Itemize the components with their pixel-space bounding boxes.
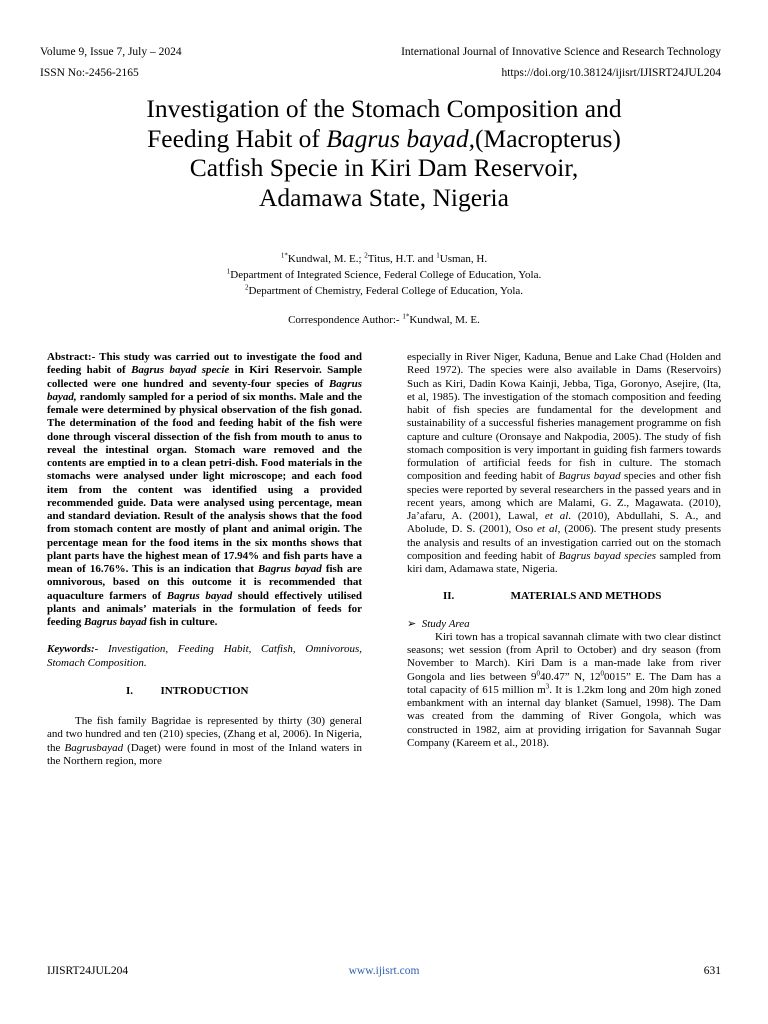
keywords: Keywords:- Investigation, Feeding Habit, Catfish, Omnivorous, Stomach Composition.: [47, 643, 362, 669]
footer-paper-id: IJISRT24JUL204: [47, 965, 129, 977]
author-list: $^{1*}$Kundwal, M. E.; $^2$Titus, H.T. and $^1$Usman, H.: [280, 251, 488, 265]
introduction-continued: especially in River Niger, Kaduna, Benue and Lake Chad (Holden and Reed 1972). The species were also available in Dams (Reservoirs) Such as Kiri, Dadin Kowa Kainji, Jebba, Tiga, Goronyo, Asejire, (Ita, et al, 1985). The investigation of the stomach composition and feeding habit of fish species are fundamental for the development and sustainability of a successful fisheries management programme on fish capture and culture (Oronsaye and Nakpodia, 2005). The study of fish stomach composition is very important in guiding fish farmers towards formulation of artificial feeds for fish in culture. The stomach composition and feeding habit of Bagrus bayad species and other fish species were reported by several researchers in the passed years and in recent years, among which are Malami, G. Z., Magawata. (2010), Ja’afaru, A. (2001), Lawal, et al. (2010), Abdullahi, S. A., and Abolude, D. S. (2001), Oso et al, (2006). The present study presents the analysis and results of an investigation carried out on the stomach composition and feeding habit of Bagrus bayad species sampled from kiri dam, Adamawa state, Nigeria.: [407, 351, 722, 575]
journal-name: International Journal of Innovative Science and Research Technology: [401, 46, 721, 58]
left-column: [47, 351, 362, 768]
introduction-paragraph: The fish family Bagridae is represented by thirty (30) general and two hundred and ten (210) species, (Zhang et al, 2006). In Nigeria, the Bagrusbayad (Daget) were found in most of the Inland waters in the Northern region, more: [47, 715, 362, 767]
title-line-1: Investigation of the Stomach Composition and: [146, 94, 622, 123]
study-area-paragraph: Kiri town has a tropical savannah climate with two clear distinct seasons; wet session (from April to October) and dry season (from November to March). Kiri Dam is a man-made lake from river Gongola and lies between $9^040.47$” N, $12^00015$” E. The Dam has a total capacity of 615 million $m^3$. It is 1.2km long and 20m high zoned embankment with an internal day blanket (Samuel, 1998). The Dam was created from the damming of River Gongola, which was constructed in 1982, aim at providing irrigation for Savannah Sugar Company (Kareem et al., 2018).: [407, 630, 722, 749]
journal-doi[interactable]: https://doi.org/10.38124/ijisrt/IJISRT24JUL204: [501, 67, 721, 79]
arrow-bullet-icon: ➢: [407, 617, 417, 630]
title-line-4: Adamawa State, Nigeria: [259, 182, 509, 212]
title-line-2: Feeding Habit of Bagrus bayad,(Macropterus): [147, 123, 621, 153]
paper-title: [40, 94, 728, 212]
right-column: [407, 351, 721, 750]
abstract: Abstract:- This study was carried out to investigate the food and feeding habit of Bagrus bayad specie in Kiri Reservoir. Sample collected were one hundred and seventy-four species of Bagrus bayad, randomly sampled for a period of six months. Male and the female were determined by physical observation of the fish gonad. The determination of the food and feeding habit of the fish were done through visceral dissection of the fish from mouth to anus to reveal the intestinal organ. Stomach ware removed and the contents are emptied in to a clean petri-dish. Food materials in the stomachs were analysed under light microscope; and each food item from the content was identified using a provided recommended guide. Data were analysed using percentage, mean and standard deviation. Result of the analysis shows that the food from stomach content are mostly of plant and animal origin. The percentage mean for the food items in the six months shows that plant parts have the highest mean of 17.94% and fish parts have a mean of 16.76%. This is an indication that Bagrus bayad fish are omnivorous, based on this outcome it is recommended that aquaculture farmers of Bagrus bayad should effectively utilised plants and animals’ materials in the formulation of feeds for feeding Bagrus bayad fish in culture.: [47, 351, 362, 628]
title-line-3: Catfish Specie in Kiri Dam Reservoir,: [189, 153, 579, 182]
introduction-heading: I. INTRODUCTION: [126, 684, 249, 697]
affiliation-2: $^2$Department of Chemistry, Federal College of Education, Yola.: [244, 283, 524, 297]
affiliation-1: $^1$Department of Integrated Science, Federal College of Education, Yola.: [226, 267, 542, 281]
correspondence-author: Correspondence Author:- $^{1*}$Kundwal, M. E.: [288, 312, 480, 326]
methods-heading: II. MATERIALS AND METHODS: [443, 590, 662, 603]
journal-issn: ISSN No:-2456-2165: [40, 67, 139, 79]
journal-volume: Volume 9, Issue 7, July – 2024: [40, 46, 182, 58]
footer-website-link[interactable]: www.ijisrt.com: [348, 965, 420, 977]
study-area-heading: ➢ Study Area: [407, 617, 470, 630]
footer-page-number: 631: [703, 965, 721, 977]
